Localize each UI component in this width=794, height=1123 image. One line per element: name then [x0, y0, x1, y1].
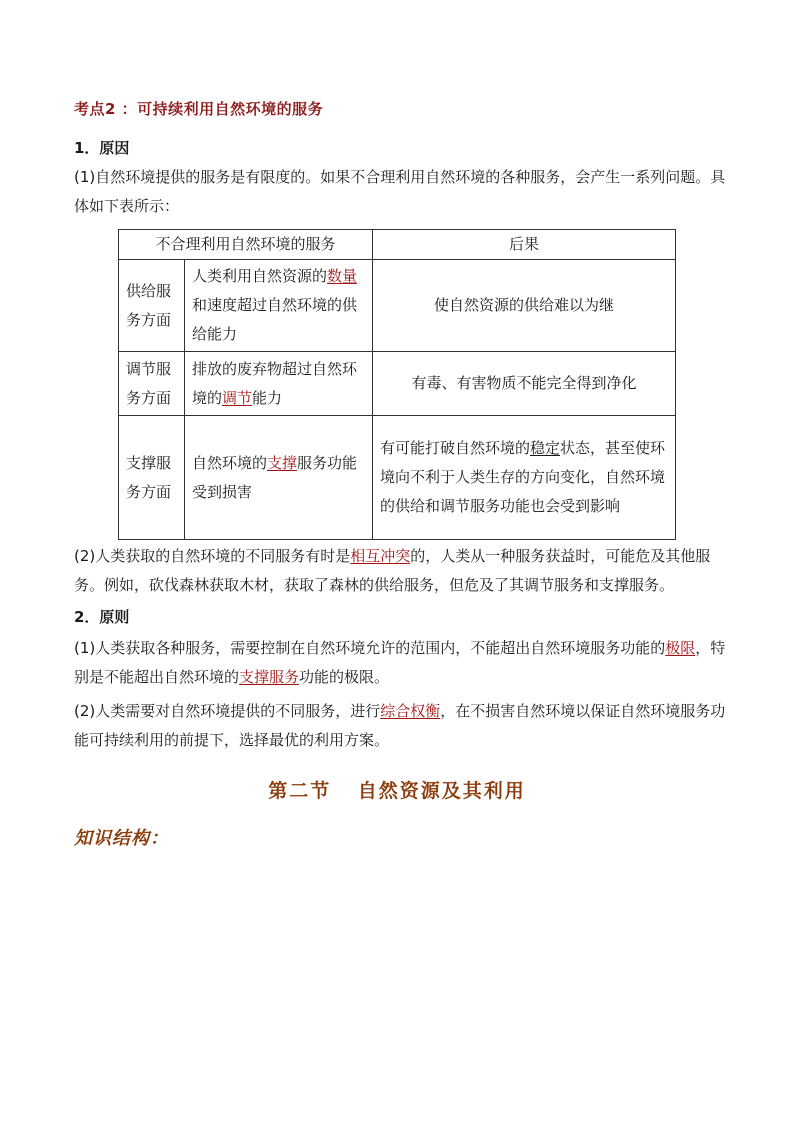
keyword: 调节 — [222, 388, 253, 407]
cause-paragraph-1: (1)自然环境提供的服务是有限度的。如果不合理利用自然环境的各种服务，会产生一系列问题。具体如下表所示： — [74, 168, 726, 215]
service-text: 人类利用自然资源的 — [192, 267, 328, 285]
paragraph-text: (1)人类获取各种服务，需要控制在自然环境允许的范围内，不能超出自然环境服务功能的 — [74, 639, 666, 657]
row-service — [185, 352, 373, 416]
cause-title-text: 1．原因 — [74, 139, 130, 157]
paragraph-text: (2)人类需要对自然环境提供的不同服务，进行 — [74, 702, 381, 720]
principle-title-text: 2．原则 — [74, 608, 130, 626]
table-row — [119, 260, 676, 352]
principle-paragraph-2 — [74, 697, 726, 755]
row-result: 使自然资源的供给难以为继 — [373, 260, 676, 352]
keyword: 稳定 — [530, 439, 561, 457]
row-result — [373, 416, 676, 540]
header-result: 后果 — [373, 230, 676, 260]
row-category: 调节服务方面 — [119, 352, 185, 416]
service-text: 自然环境的 — [192, 453, 268, 472]
keyword: 综合权衡 — [380, 702, 441, 720]
keyword: 支撑 — [267, 453, 298, 472]
keyword: 相互冲突 — [350, 547, 411, 565]
paragraph-text: ，在不损害自然环境以保证自然环境服务功能可持续利用的前提下，选择最优的利用方案。 — [74, 702, 726, 749]
principle-paragraph-1 — [74, 634, 726, 692]
service-text: 能力 — [252, 388, 283, 407]
keyword: 极限 — [665, 639, 696, 657]
paragraph-text: (2)人类获取的自然环境的不同服务有时是 — [74, 547, 351, 565]
keyword: 支撑服务 — [239, 668, 300, 686]
table-row — [119, 416, 676, 540]
row-result: 有毒、有害物质不能完全得到净化 — [373, 352, 676, 416]
cause-paragraph-2 — [74, 542, 726, 600]
result-text: 有可能打破自然环境的 — [380, 439, 531, 457]
cause-title — [74, 134, 726, 163]
service-text: 和速度超过自然环境的供给能力 — [192, 296, 358, 343]
header-service: 不合理利用自然环境的服务 — [119, 230, 373, 260]
row-service — [185, 416, 373, 540]
service-text: 排放的废弃物超过自然环境的 — [192, 359, 358, 407]
row-service — [185, 260, 373, 352]
paragraph-text: 功能的极限。 — [299, 668, 390, 686]
result-text: 状态，甚至使环境向不利于人类生存的方向变化，自然环境的供给和调节服务功能也会受到影响 — [380, 439, 666, 515]
keyword: 数量 — [327, 267, 358, 285]
consequence-table — [118, 229, 676, 540]
paragraph-text: 的，人类从一种服务获益时，可能危及其他服务。例如，砍伐森林获取木材，获取了森林的供给服务，但危及了其调节服务和支撑服务。 — [74, 547, 711, 594]
paragraph-text: ，特别是不能超出自然环境的 — [74, 639, 726, 686]
row-category: 支撑服务方面 — [119, 416, 185, 540]
table-row — [119, 352, 676, 416]
service-text: 服务功能受到损害 — [192, 453, 358, 501]
point2-heading: 考点2 ：可持续利用自然环境的服务 — [74, 100, 324, 118]
table-header-row — [119, 230, 676, 260]
section-title: 第二节 自然资源及其利用 — [268, 780, 526, 802]
row-category: 供给服务方面 — [119, 260, 185, 352]
principle-title — [74, 603, 726, 632]
knowledge-structure-label: 知识结构： — [74, 828, 169, 849]
